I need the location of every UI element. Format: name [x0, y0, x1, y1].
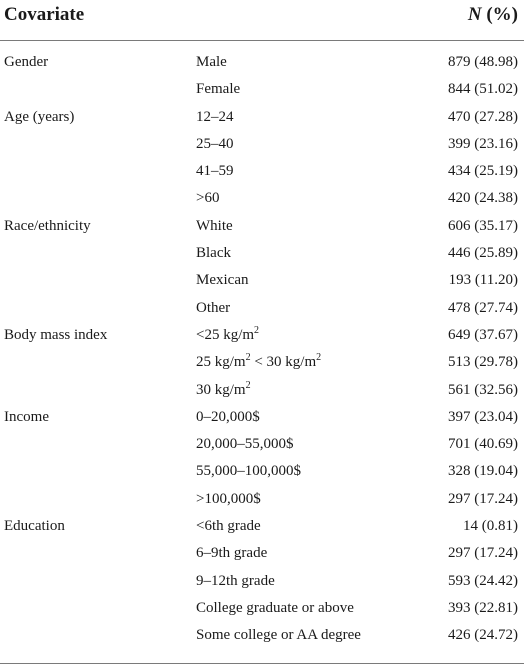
n-percent-cell: 701 (40.69)	[448, 436, 518, 453]
covariate-cell: Race/ethnicity	[4, 217, 91, 234]
covariate-cell: Income	[4, 408, 49, 425]
category-text: 30 kg/m	[196, 381, 246, 398]
category-cell: 20,000–55,000$	[196, 436, 294, 453]
category-cell	[196, 349, 321, 376]
table-row	[0, 486, 524, 513]
table-row	[0, 158, 524, 185]
n-percent-cell: 420 (24.38)	[448, 190, 518, 207]
category-cell: 6–9th grade	[196, 545, 268, 562]
n-percent-cell: 593 (24.42)	[448, 572, 518, 589]
superscript: 2	[316, 352, 322, 364]
category-cell: Female	[196, 81, 241, 98]
category-cell: Male	[196, 54, 227, 70]
table-row	[0, 131, 524, 158]
n-percent-cell: 14 (0.81)	[463, 518, 518, 535]
table-row	[0, 213, 524, 240]
n-percent-cell: 606 (35.17)	[448, 217, 518, 234]
category-cell: Mexican	[196, 272, 249, 289]
table-row	[0, 404, 524, 431]
category-cell: 9–12th grade	[196, 572, 275, 589]
category-text: 25 kg/m	[196, 354, 246, 371]
table-body	[0, 49, 524, 650]
table-row	[0, 322, 524, 349]
n-percent-cell: 446 (25.89)	[448, 245, 518, 262]
category-cell: 41–59	[196, 163, 234, 180]
table-row	[0, 377, 524, 404]
superscript: 2	[254, 324, 260, 336]
table-row	[0, 349, 524, 376]
column-header-n-percent	[468, 4, 518, 26]
table-row	[0, 622, 524, 649]
percent-suffix: (%)	[481, 4, 518, 25]
table-row	[0, 240, 524, 267]
category-cell: Black	[196, 245, 231, 262]
covariate-cell: Education	[4, 518, 65, 535]
category-cell: 0–20,000$	[196, 408, 260, 425]
n-percent-cell: 844 (51.02)	[448, 81, 518, 98]
category-cell: College graduate or above	[196, 599, 354, 616]
table-row	[0, 104, 524, 131]
category-cell: >100,000$	[196, 490, 261, 507]
covariate-cell: Gender	[4, 54, 49, 70]
table-row	[0, 49, 524, 76]
header-rule	[0, 40, 524, 41]
n-percent-cell: 879 (48.98)	[448, 54, 518, 70]
table-row	[0, 76, 524, 103]
n-symbol: N	[467, 4, 482, 25]
table-row	[0, 540, 524, 567]
n-percent-cell: 434 (25.19)	[448, 163, 518, 180]
column-header-covariate: Covariate	[4, 4, 85, 25]
category-cell	[196, 377, 251, 404]
table-row	[0, 568, 524, 595]
category-cell: Other	[196, 299, 231, 316]
bottom-rule	[0, 663, 524, 664]
n-percent-cell: 561 (32.56)	[448, 381, 518, 398]
table-header	[0, 0, 524, 42]
n-percent-cell: 297 (17.24)	[448, 490, 518, 507]
covariate-cell: Body mass index	[4, 326, 108, 343]
covariate-cell: Age (years)	[4, 108, 75, 125]
table-row	[0, 185, 524, 212]
category-cell: Some college or AA degree	[196, 627, 361, 644]
n-percent-cell: 193 (11.20)	[448, 272, 518, 289]
n-percent-cell: 297 (17.24)	[448, 545, 518, 562]
category-cell: White	[196, 217, 233, 234]
category-cell: 12–24	[196, 108, 234, 125]
category-text: <25 kg/m	[196, 326, 255, 343]
n-percent-cell: 513 (29.78)	[448, 354, 518, 371]
category-cell: >60	[196, 190, 220, 207]
n-percent-cell: 397 (23.04)	[448, 408, 518, 425]
n-percent-cell: 426 (24.72)	[448, 627, 518, 644]
n-percent-cell: 470 (27.28)	[448, 108, 518, 125]
category-cell	[196, 322, 259, 349]
category-cell: 55,000–100,000$	[196, 463, 301, 480]
table-row	[0, 267, 524, 294]
superscript: 2	[245, 379, 251, 391]
table-row	[0, 431, 524, 458]
n-percent-cell: 399 (23.16)	[448, 135, 518, 152]
superscript: 2	[245, 352, 251, 364]
table-row	[0, 595, 524, 622]
n-percent-cell: 393 (22.81)	[448, 599, 518, 616]
category-text: < 30 kg/m	[250, 354, 317, 371]
table-row	[0, 458, 524, 485]
n-percent-cell: 649 (37.67)	[448, 326, 518, 343]
table-row	[0, 513, 524, 540]
n-percent-cell: 328 (19.04)	[448, 463, 518, 480]
category-cell: <6th grade	[196, 518, 261, 535]
n-percent-cell: 478 (27.74)	[448, 299, 518, 316]
table-row	[0, 295, 524, 322]
category-cell: 25–40	[196, 135, 234, 152]
